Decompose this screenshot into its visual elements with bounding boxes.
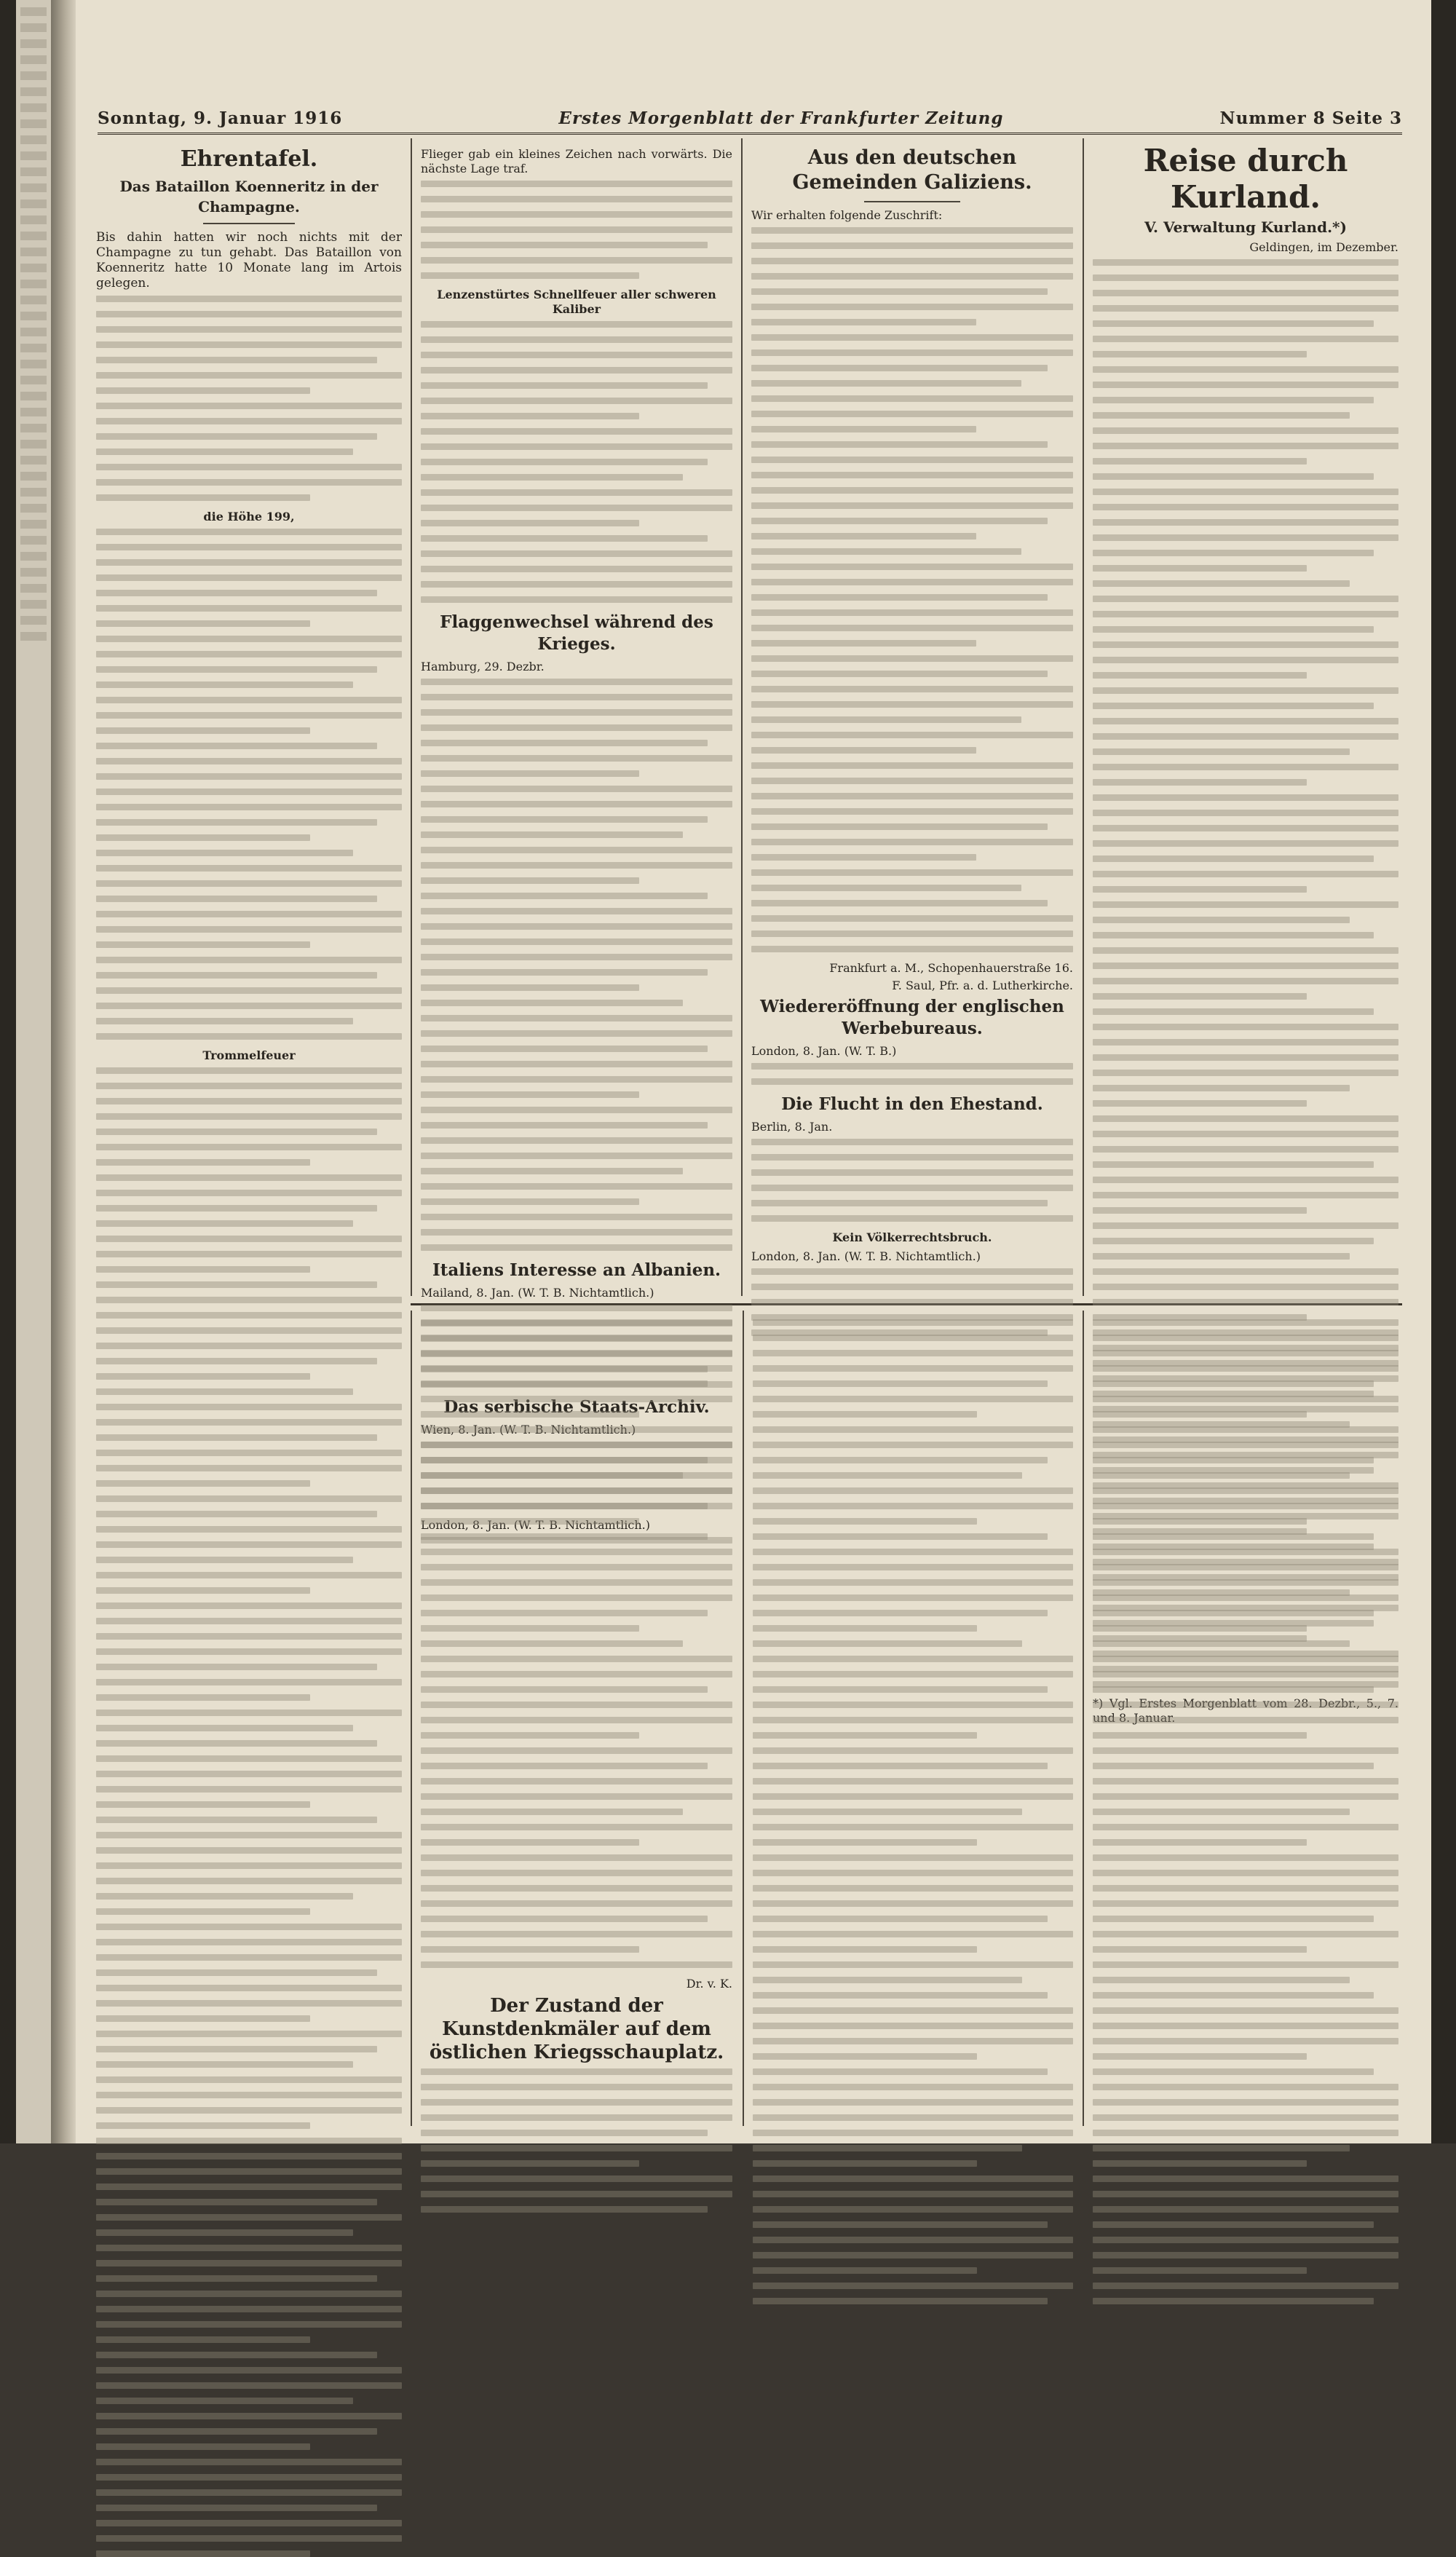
column-ehrentafel <box>96 143 402 2123</box>
dateline: London, 8. Jan. (W. T. B. Nichtamtlich.) <box>421 1518 650 1532</box>
section-heading: Kein Völkerrechtsbruch. <box>832 1230 992 1244</box>
headline-kunstdenkmaeler: Der Zustand der Kunstdenkmäler auf dem östlichen Kriegsschauplatz. <box>429 1995 724 2063</box>
body-text-block <box>96 529 402 1040</box>
article-subtitle: V. Verwaltung Kurland.*) <box>1144 218 1347 236</box>
continued-text: Flieger gab ein kleines Zeichen nach vorwärts. Die nächste Lage traf. <box>421 147 732 175</box>
masthead-paper-name: Erstes Morgenblatt der Frankfurter Zeitung <box>558 108 1004 128</box>
binding-gutter <box>51 0 76 2143</box>
dateline: Wien, 8. Jan. (W. T. B. Nichtamtlich.) <box>421 1423 636 1436</box>
headline-albanien: Italiens Interesse an Albanien. <box>432 1260 721 1280</box>
dateline: Hamburg, 29. Dezbr. <box>421 660 545 673</box>
article-title: Ehrentafel. <box>180 146 318 172</box>
headline-werbebureaus: Wiedereröffnung der englischen Werbebureaus. <box>760 997 1064 1038</box>
body-text-block <box>96 1067 402 2557</box>
feuilleton-column-1 <box>421 1315 732 2123</box>
scan-border-right <box>1431 0 1456 2143</box>
section-heading: Trommelfeuer <box>202 1048 296 1062</box>
column-rule <box>1083 138 1084 1296</box>
column-rule <box>411 138 412 1296</box>
masthead-date: Sonntag, 9. Januar 1916 <box>98 108 343 128</box>
column-rule <box>411 1311 412 2126</box>
column-kurland <box>1093 143 1398 1725</box>
masthead <box>98 103 1402 135</box>
newspaper-page <box>76 0 1431 2143</box>
column-reports <box>421 143 732 1532</box>
article-subtitle: Das Bataillon Koenneritz in der Champagne. <box>119 178 379 216</box>
dateline: Mailand, 8. Jan. (W. T. B. Nichtamtlich.) <box>421 1286 654 1300</box>
adjacent-page-edge <box>16 0 52 2143</box>
column-rule <box>1083 1311 1084 2126</box>
dateline: Berlin, 8. Jan. <box>751 1120 833 1134</box>
feuilleton-column-3 <box>1093 1315 1398 2123</box>
headline-flaggenwechsel: Flaggenwechsel während des Krieges. <box>440 612 713 654</box>
masthead-page-number: Nummer 8 Seite 3 <box>1219 108 1402 128</box>
dateline: Geldingen, im Dezember. <box>1249 240 1398 254</box>
signature-name: F. Saul, Pfr. a. d. Lutherkirche. <box>892 979 1073 992</box>
feuilleton-column-2 <box>753 1315 1073 2123</box>
headline-staats-archiv: Das serbische Staats-Archiv. <box>443 1397 710 1417</box>
headline-ehestand: Die Flucht in den Ehestand. <box>781 1094 1043 1114</box>
scan-border-left <box>0 0 16 2143</box>
section-heading: Lenzenstürtes Schnellfeuer aller schweren Kaliber <box>437 288 716 316</box>
column-rule <box>741 138 743 1296</box>
headline-galizien: Aus den deutschen Gemeinden Galiziens. <box>792 146 1032 194</box>
dateline: London, 8. Jan. (W. T. B. Nichtamtlich.) <box>751 1249 981 1263</box>
article-intro: Wir erhalten folgende Zuschrift: <box>751 208 943 222</box>
headline-kurland: Reise durch Kurland. <box>1143 143 1348 215</box>
section-heading: die Höhe 199, <box>203 510 295 523</box>
body-text-block <box>96 296 402 501</box>
column-rule <box>743 1311 744 2126</box>
column-galizien <box>751 143 1073 1293</box>
dateline: London, 8. Jan. (W. T. B.) <box>751 1044 897 1058</box>
signature-place: Frankfurt a. M., Schopenhauerstraße 16. <box>829 961 1073 975</box>
article-intro: Bis dahin hatten wir noch nichts mit der Champagne zu tun gehabt. Das Bataillon von Koenneritz hatte 10 Monate lang im Artois gelegen. <box>96 230 402 291</box>
footnote: *) Vgl. Erstes Morgenblatt vom 28. Dezbr., 5., 7. und 8. Januar. <box>1093 1696 1398 1725</box>
signature: Dr. v. K. <box>686 1977 732 1991</box>
